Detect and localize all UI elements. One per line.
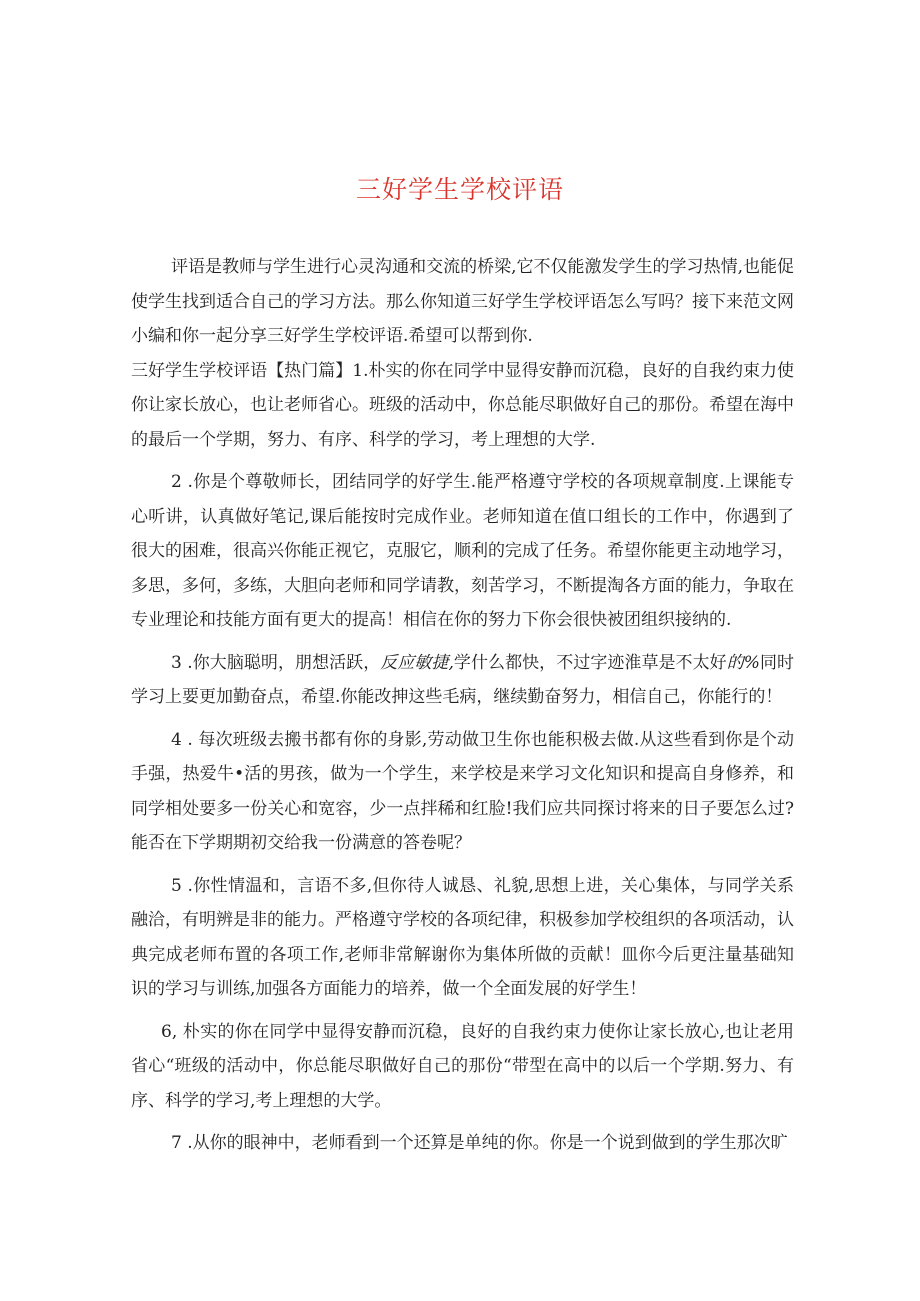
document-title: 三好学生学校评语 <box>355 175 564 204</box>
comment-item-7: 7 .从你的眼神中，老师看到一个还算是单纯的你。你是一个说到做到的学生那次旷 <box>171 1133 788 1153</box>
comment-item-3-part-e: 同时学习上要更加勤奋点，希望.你能改抻这些毛病，继续勤奋努力，相信自己，你能行的！ <box>131 652 795 707</box>
comment-item-5: 5 .你性情温和，言语不多,但你待人诚恳、礼貌,思想上进，关心集体，与同学关系融洽，有明辨是非的能力。严格遵守学校的各项纪律，积极参加学校组织的各项活动，认典完成老师布置的各项工作,老师非常解谢你为集体所做的贡献！皿你今后更注量基础知识的学习与训练,加强各方面能力的培养，做一个全面发展的好学生！ <box>131 875 794 999</box>
comment-item-3 <box>131 646 794 715</box>
comment-item-3-part-c: 学什么都快，不过字迹淮草是不太好 <box>453 652 727 673</box>
comment-item-4: 4 . 每次班级去搬书都有你的身影,劳动做卫生你也能积极去做.从这些看到你是个动手强，热爱牛•活的男孩，做为一个学生，来学校是来学习文化知识和提高自身修养，和同学相处要多一份关心和宽容，少一点拌稀和红脸!我们应共同探讨将来的日子要怎么过?能否在下学期期初交给我一份满意的答卷呢？ <box>131 729 794 853</box>
comment-item-1: 三好学生学校评语【热门篇】1.朴实的你在同学中显得安静而沉稳，良好的自我约束力使你让家长放心，也让老师省心。班级的活动中，你总能尽职做好自己的那份。希望在海中的最后一个学期，努力、有序、科学的学习，考上理想的大学. <box>131 360 794 450</box>
comment-item-3-part-a: 3 .你大脑聪明，朋想活跃， <box>171 652 381 673</box>
comment-item-6: 6, 朴实的你在同学中显得安静而沉稳，良好的自我约束力使你让家长放心,也让老用省心“班级的活动中，你总能尽职做好自己的那份“带型在高中的以后一个学期.努力、有序、科学的学习,考上理想的大学。 <box>131 1021 794 1111</box>
comment-item-3-part-b: 反应敏捷, <box>380 652 454 673</box>
document-body <box>131 250 794 1161</box>
comment-item-3-part-d: 的% <box>726 652 760 673</box>
comment-item-2: 2 .你是个尊敬师长，团结同学的好学生.能严格遵守学校的各项规章制度.上课能专心听讲，认真做好笔记,课后能按时完成作业。老师知道在值口组长的工作中，你遇到了很大的困难，很高兴你能正视它，克服它，顺利的完成了任务。希望你能更主动地学习，多思，多何，多练，大胆向老师和同学请教，刻苦学习，不断提淘各方面的能力，争取在专业理论和技能方面有更大的提高！相信在你的努力下你会很快被团组织接纳的. <box>131 472 794 630</box>
intro-paragraph: 评语是教师与学生进行心灵沟通和交流的桥梁,它不仅能激发学生的学习热情,也能促使学生找到适合自己的学习方法。那么你知道三好学生学校评语怎么写吗？接下来范文网小编和你一起分享三好学生学校评语.希望可以帮到你. <box>131 257 794 346</box>
